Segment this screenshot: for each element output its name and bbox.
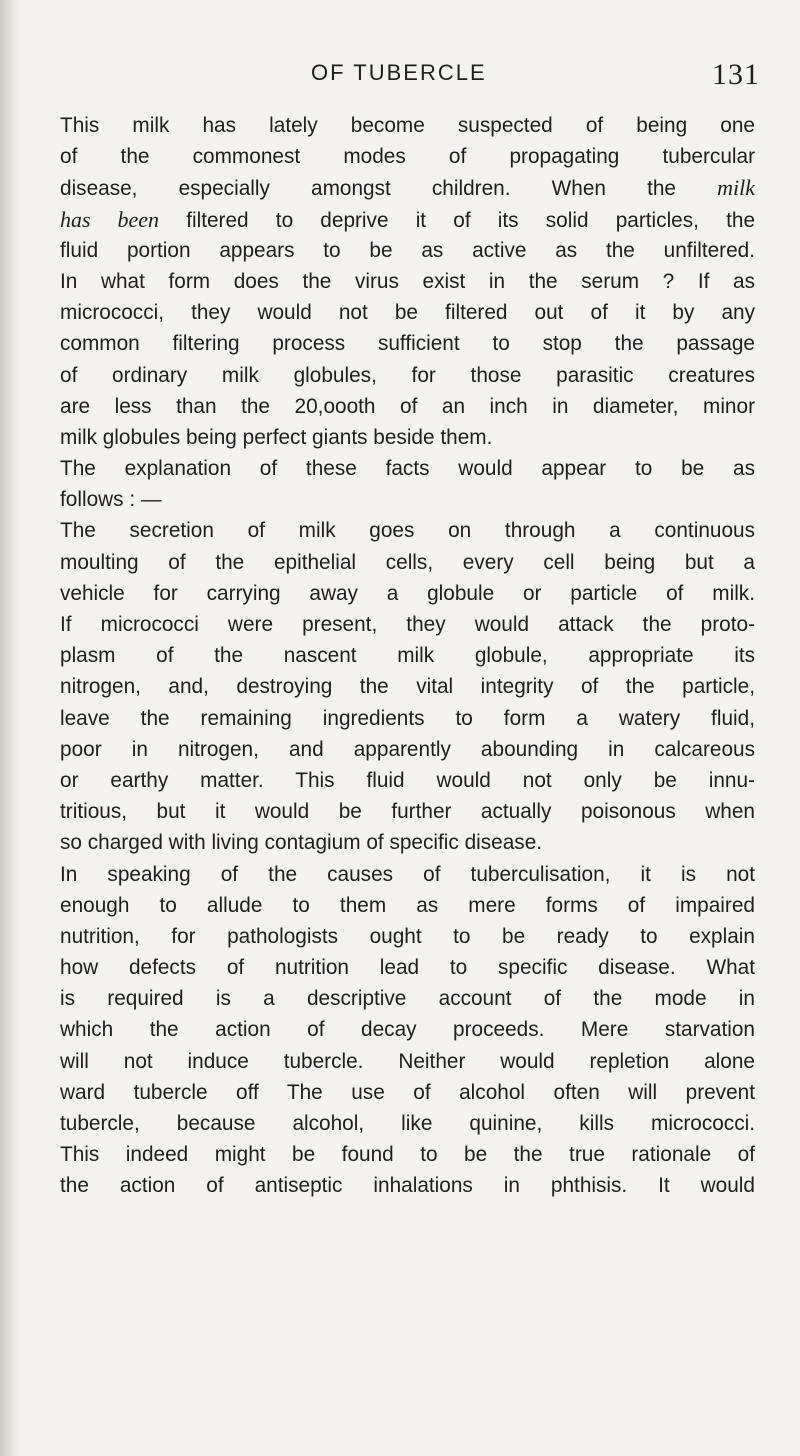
line-text: The explanation of these facts would appear to be as — [60, 457, 755, 481]
line-text: nutrition, for pathologists ought to be ready to explain — [60, 924, 755, 948]
text-line — [60, 1046, 755, 1077]
italic-text: has been — [60, 206, 159, 232]
line-text: micrococci, they would not be filtered out of it by any — [60, 301, 755, 325]
text-line — [60, 827, 755, 858]
line-text: of the commonest modes of propagating tubercular — [60, 145, 755, 169]
line-text: If micrococci were present, they would attack the proto- — [60, 613, 755, 636]
line-text: plasm of the nascent milk globule, appropriate its — [60, 644, 755, 668]
line-text: or earthy matter. This fluid would not only be innu- — [60, 768, 755, 792]
text-line — [60, 391, 755, 422]
text-line — [60, 235, 755, 266]
text-line — [60, 172, 755, 203]
text-line — [60, 141, 755, 172]
line-text: are less than the 20,oooth of an inch in diameter, minor — [60, 394, 755, 418]
text-line — [60, 547, 755, 578]
text-line — [60, 297, 755, 328]
line-text: the action of antiseptic inhalations in phthisis. It would — [60, 1174, 755, 1198]
text-line — [60, 266, 755, 297]
line-text: so charged with living contagium of specific disease. — [60, 831, 543, 855]
text-line — [60, 515, 755, 546]
running-head: OF TUBERCLE — [311, 60, 487, 85]
text-line — [60, 640, 755, 671]
text-line — [60, 1108, 755, 1139]
text-line — [60, 609, 755, 640]
line-text: ward tubercle off The use of alcohol often will prevent — [60, 1080, 755, 1104]
body-text — [60, 110, 755, 1202]
line-text: of ordinary milk globules, for those parasitic creatures — [60, 363, 755, 387]
page-number: 131 — [712, 58, 760, 91]
text-line — [60, 360, 755, 391]
text-line — [60, 422, 755, 453]
line-text: tritious, but it would be further actually poisonous when — [60, 800, 755, 824]
line-text: This milk has lately become suspected of being one — [60, 114, 755, 137]
text-line — [60, 796, 755, 827]
text-line — [60, 484, 755, 515]
line-text: The secretion of milk goes on through a continuous — [60, 519, 755, 543]
line-text: is required is a descriptive account of the mode in — [60, 987, 755, 1011]
line-text: common filtering process sufficient to stop the passage — [60, 332, 755, 356]
text-line — [60, 204, 755, 235]
line-text: tubercle, because alcohol, like quinine, kills micrococci. — [60, 1112, 755, 1135]
line-text: filtered to deprive it of its solid particles, the — [186, 208, 755, 232]
binding-shadow — [0, 0, 22, 1456]
text-line — [60, 328, 755, 359]
text-line — [60, 952, 755, 983]
text-line — [60, 1170, 755, 1201]
text-line — [60, 671, 755, 702]
line-text: In speaking of the causes of tuberculisation, it is not — [60, 862, 755, 886]
line-text: nitrogen, and, destroying the vital integrity of the particle, — [60, 675, 755, 699]
page-header — [0, 56, 800, 96]
line-text: milk globules being perfect giants beside them. — [60, 425, 493, 449]
text-line — [60, 110, 755, 141]
line-text: vehicle for carrying away a globule or particle of milk. — [60, 581, 755, 605]
line-text: moulting of the epithelial cells, every cell being but a — [60, 550, 755, 574]
text-line — [60, 578, 755, 609]
text-line — [60, 1014, 755, 1045]
text-line — [60, 921, 755, 952]
text-line — [60, 890, 755, 921]
line-text: which the action of decay proceeds. Mere starvation — [60, 1018, 755, 1042]
line-text: follows : — — [60, 488, 162, 512]
line-text: fluid portion appears to be as active as the unfiltered. — [60, 238, 755, 262]
line-text: This indeed might be found to be the true rationale of — [60, 1143, 755, 1167]
text-line — [60, 734, 755, 765]
italic-text: milk — [717, 175, 755, 201]
text-line — [60, 1077, 755, 1108]
line-text: will not induce tubercle. Neither would repletion alone — [60, 1049, 755, 1073]
text-line — [60, 765, 755, 796]
text-line — [60, 703, 755, 734]
text-line — [60, 1139, 755, 1170]
text-line — [60, 859, 755, 890]
text-line — [60, 983, 755, 1014]
line-text: leave the remaining ingredients to form a watery fluid, — [60, 706, 755, 730]
line-text: poor in nitrogen, and apparently abounding in calcareous — [60, 737, 755, 761]
text-line — [60, 453, 755, 484]
line-text: how defects of nutrition lead to specific disease. What — [60, 956, 755, 980]
line-text: disease, especially amongst children. When the — [60, 177, 676, 201]
line-text: enough to allude to them as mere forms of impaired — [60, 893, 755, 917]
line-text: In what form does the virus exist in the serum ? If as — [60, 269, 755, 293]
